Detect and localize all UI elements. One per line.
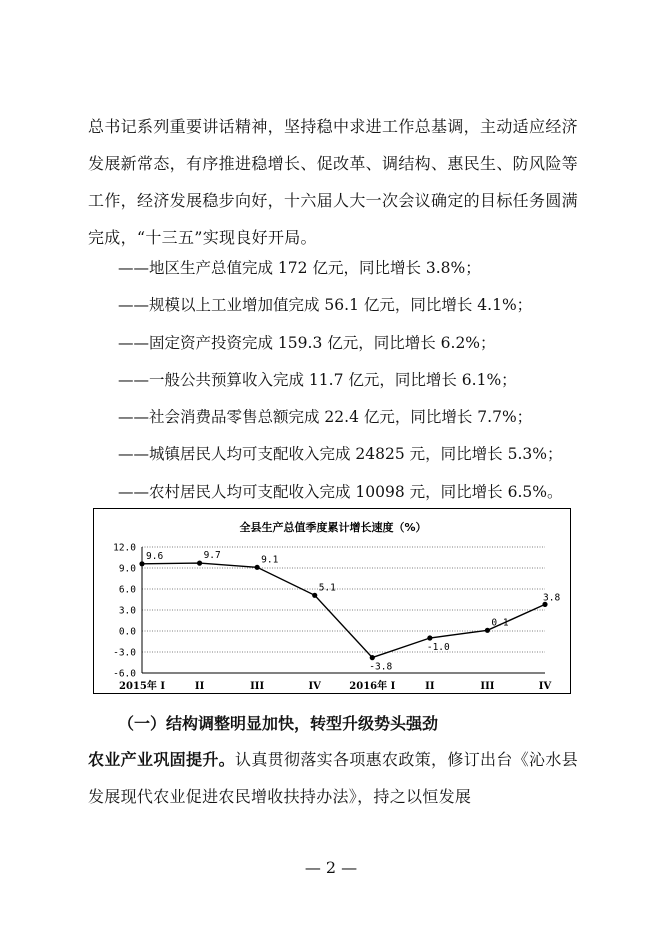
indicator-fixed-investment: ——固定资产投资完成 159.3 亿元，同比增长 6.2%；: [118, 333, 496, 352]
agriculture-paragraph: [88, 741, 578, 815]
data-label: 0.1: [491, 617, 509, 629]
chart-title: 全县生产总值季度累计增长速度（%）: [239, 521, 427, 534]
data-label: 9.1: [261, 554, 279, 566]
data-point: [485, 628, 490, 633]
x-tick-label: III: [250, 681, 265, 692]
x-tick-label: 2016年 I: [349, 681, 396, 692]
indicator-retail-sales: ——社会消费品零售总额完成 22.4 亿元，同比增长 7.7%；: [118, 408, 533, 427]
page-number: — 2 —: [304, 858, 358, 877]
x-tick-label: IV: [308, 681, 321, 692]
data-label: 3.8: [543, 592, 561, 604]
data-label: -1.0: [426, 642, 450, 653]
data-label: 5.1: [318, 582, 336, 594]
chart-canvas: [94, 509, 572, 695]
data-point: [370, 655, 375, 660]
indicator-public-budget: ——一般公共预算收入完成 11.7 亿元，同比增长 6.1%；: [118, 370, 517, 389]
section-heading: （一）结构调整明显加快，转型升级势头强劲: [118, 714, 439, 733]
data-label: 9.7: [203, 550, 221, 562]
y-tick-label: 3.0: [118, 605, 136, 617]
indicator-industrial-value: ——规模以上工业增加值完成 56.1 亿元，同比增长 4.1%；: [118, 296, 533, 315]
indicator-rural-income: ——农村居民人均可支配收入完成 10098 元，同比增长 6.5%。: [118, 482, 563, 501]
y-tick-label: 6.0: [118, 584, 136, 596]
data-label: 9.6: [146, 550, 164, 562]
x-axis-tick-labels: [119, 679, 551, 692]
indicator-gdp: ——地区生产总值完成 172 亿元，同比增长 3.8%；: [118, 259, 481, 277]
y-tick-label: 12.0: [113, 542, 136, 554]
y-tick-label: 9.0: [118, 563, 136, 575]
data-point: [197, 561, 202, 566]
indicator-urban-income: ——城镇居民人均可支配收入完成 24825 元，同比增长 5.3%；: [118, 445, 563, 464]
y-axis-tick-labels: [113, 543, 136, 680]
data-point: [312, 593, 317, 598]
x-tick-label: II: [425, 681, 435, 692]
indicator-list: [118, 250, 562, 511]
y-tick-label: -6.0: [113, 668, 136, 680]
chart-series: [139, 561, 547, 661]
data-point: [139, 561, 144, 566]
y-tick-label: -3.0: [113, 647, 136, 659]
chart-gridlines: [142, 547, 545, 673]
y-tick-label: 0.0: [118, 626, 136, 638]
data-label: -3.8: [369, 661, 393, 673]
data-point: [255, 565, 260, 570]
chart-data-labels: [146, 550, 560, 673]
x-tick-label: II: [194, 681, 205, 692]
intro-paragraph: 总书记系列重要讲话精神，坚持稳中求进工作总基调，主动适应经济发展新常态，有序推进稳增长、促改革、调结构、惠民生、防风险等工作，经济发展稳步向好，十六届人大一次会议确定的目标任务圆满完成，“十三五”实现良好开局。: [88, 117, 578, 247]
x-tick-label: IV: [538, 681, 552, 692]
gdp-growth-chart: [93, 508, 571, 694]
series-line: [142, 563, 545, 658]
agriculture-body: 认真贯彻落实各项惠农政策，修订出台《沁水县发展现代农业促进农民增收扶持办法》，持之以恒发展: [88, 750, 578, 806]
agriculture-lead: 农业产业巩固提升。: [88, 750, 236, 769]
data-point: [427, 635, 432, 640]
x-tick-label: III: [480, 681, 495, 692]
x-tick-label: 2015年 I: [119, 681, 165, 692]
